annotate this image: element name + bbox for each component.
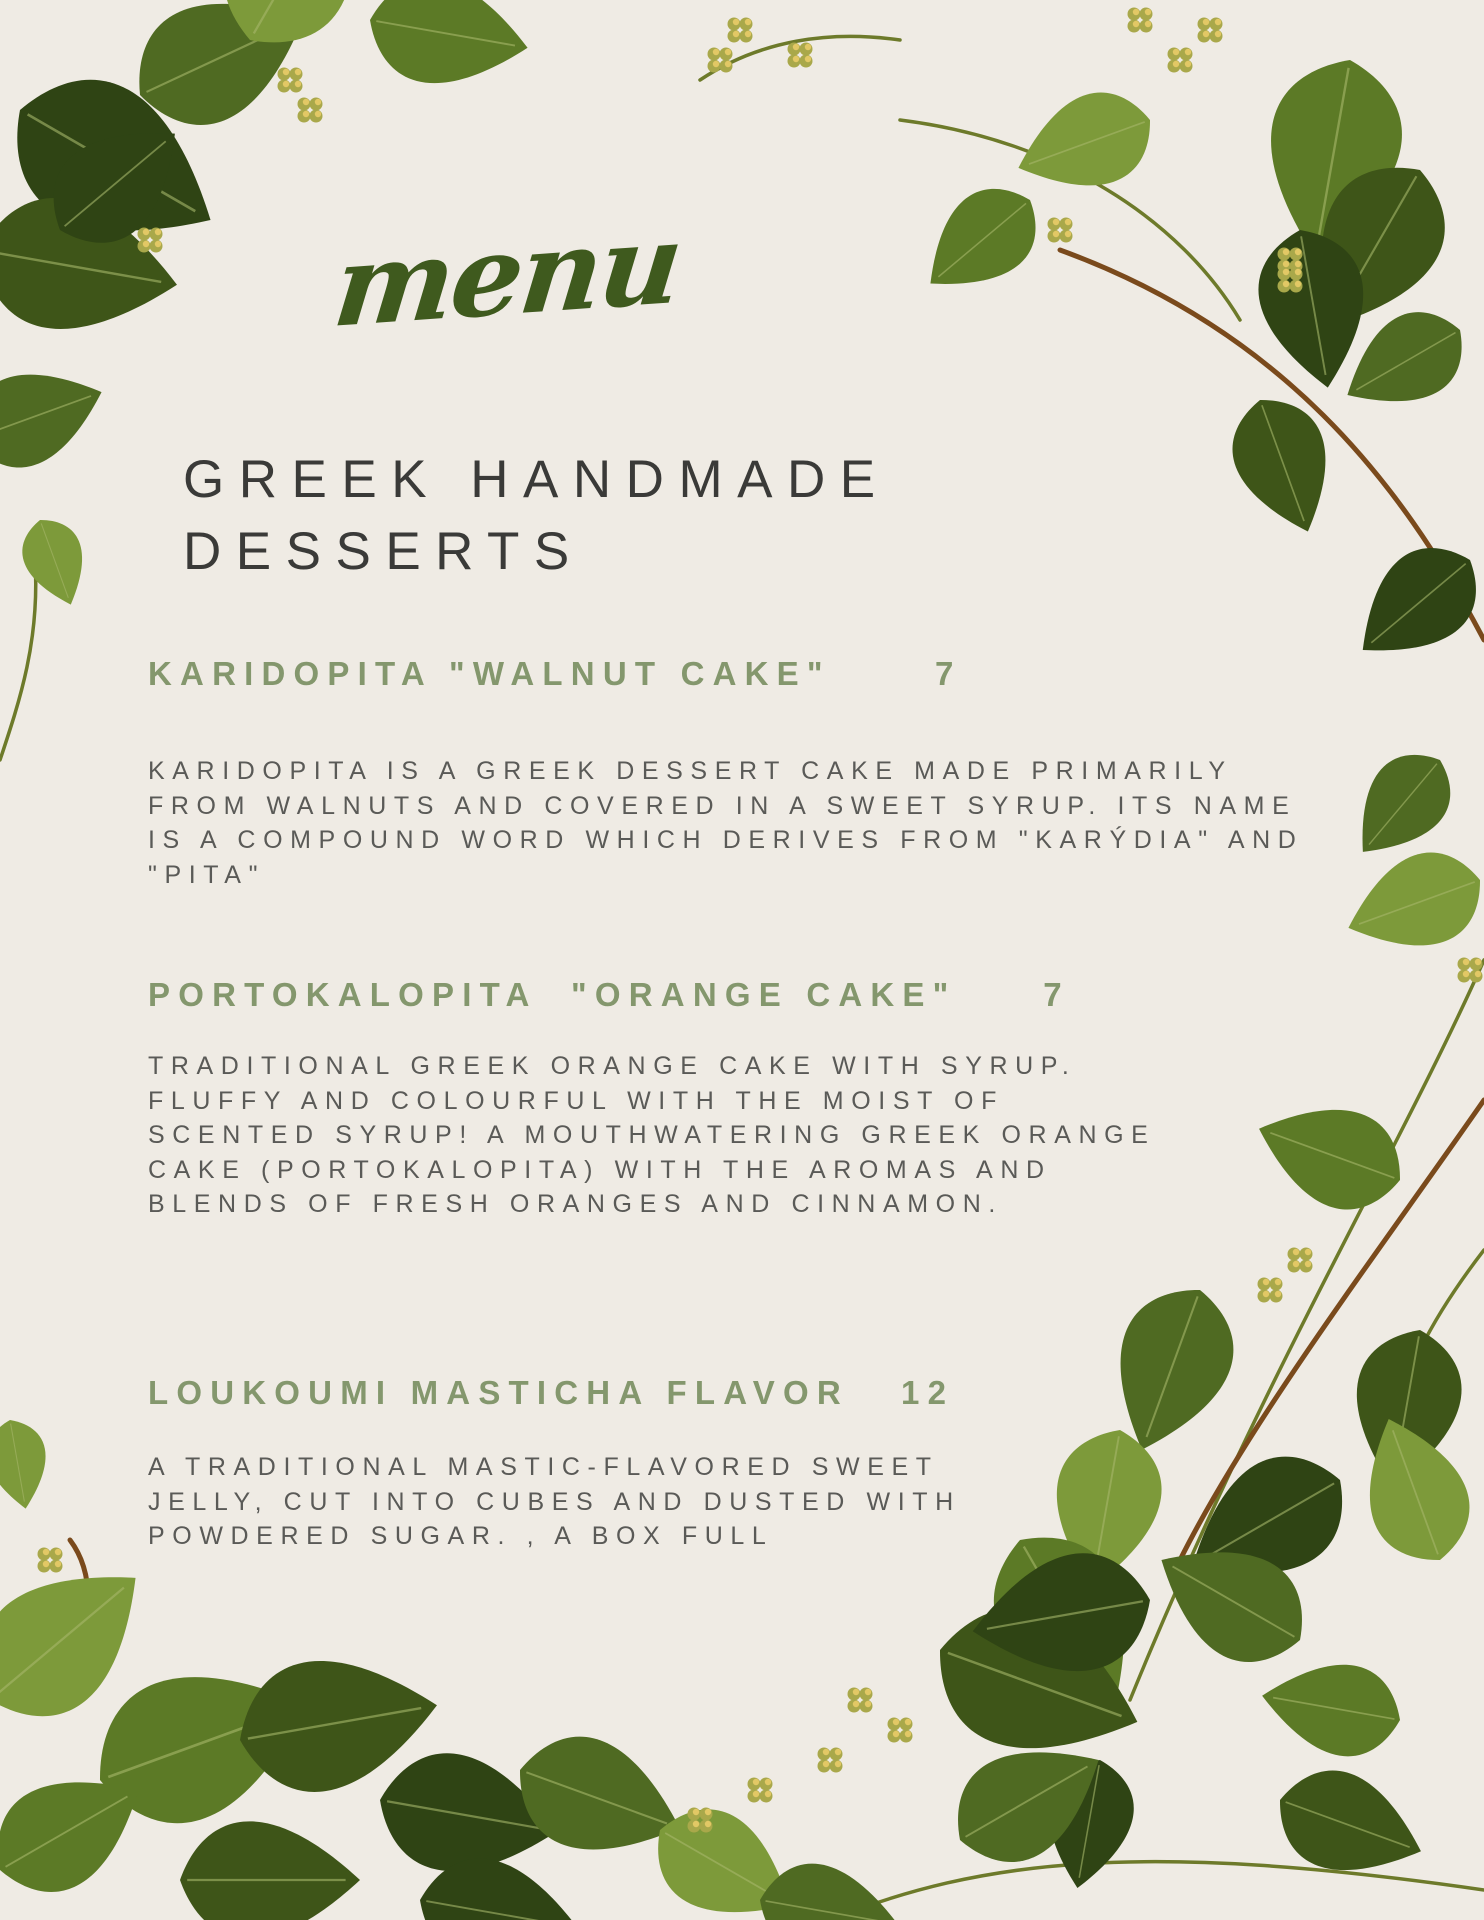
item-title-loukoumi: LOUKOUMI MASTICHA FLAVOR 12 (148, 1374, 955, 1411)
page-title (183, 444, 1083, 588)
page-title-line-2: DESSERTS (183, 522, 584, 581)
item-title-karidopita: KARIDOPITA "WALNUT CAKE" 7 (148, 655, 962, 692)
item-description-karidopita: KARIDOPITA IS A GREEK DESSERT CAKE MADE PRIMARILY FROM WALNUTS AND COVERED IN A SWEET SYRUP. ITS NAME IS A COMPOUND WORD WHICH DERIVES FROM "KARÝDIA" AND "PITA" (148, 757, 1304, 889)
item-description-portokalopita: TRADITIONAL GREEK ORANGE CAKE WITH SYRUP. FLUFFY AND COLOURFUL WITH THE MOIST OF SCENTED SYRUP! A MOUTHWATERING GREEK ORANGE CAKE (PORTOKALOPITA) WITH THE AROMAS AND BLENDS OF FRESH ORANGES AND CINNAMON. (148, 1052, 1156, 1219)
item-description-loukoumi: A TRADITIONAL MASTIC-FLAVORED SWEET JELLY, CUT INTO CUBES AND DUSTED WITH POWDERED SUGAR. , A BOX FULL (148, 1453, 961, 1551)
menu-script-heading: menu (328, 198, 686, 353)
item-title-portokalopita: PORTOKALOPITA "ORANGE CAKE" 7 (148, 976, 1070, 1013)
page-title-line-1: GREEK HANDMADE (183, 450, 890, 509)
